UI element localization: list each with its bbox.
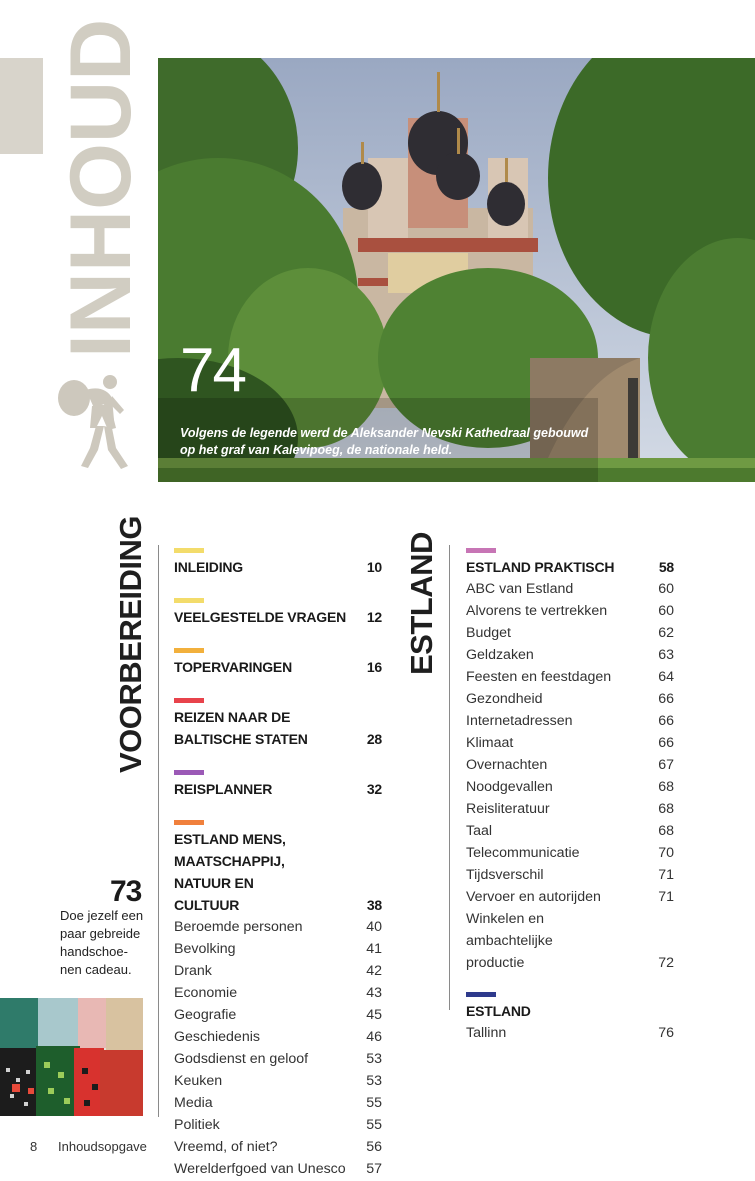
hero-page-number: 74 bbox=[180, 336, 245, 405]
toc-subentry-page: 76 bbox=[658, 1025, 674, 1041]
toc-estland bbox=[466, 544, 674, 1044]
toc-entry[interactable] bbox=[174, 828, 382, 916]
toc-subentry-label: Keuken bbox=[174, 1073, 223, 1089]
toc-subentry-label: Gezondheid bbox=[466, 691, 543, 707]
toc-subentry-label: Feesten en feestdagen bbox=[466, 669, 612, 685]
divider bbox=[158, 545, 159, 1117]
toc-entry-page: 16 bbox=[366, 659, 382, 675]
toc-subentry[interactable] bbox=[174, 1092, 382, 1114]
hero-photo bbox=[158, 58, 755, 482]
toc-subentry[interactable] bbox=[466, 864, 674, 886]
toc-subentry-page: 63 bbox=[658, 647, 674, 663]
toc-subentry-label: Alvorens te vertrekken bbox=[466, 603, 608, 619]
hiker-icon bbox=[52, 368, 142, 470]
toc-subentry-page: 68 bbox=[658, 801, 674, 817]
toc-subentry-label: Bevolking bbox=[174, 941, 236, 957]
toc-subentry[interactable] bbox=[466, 1022, 674, 1044]
running-title: Inhoudsopgave bbox=[58, 1139, 147, 1154]
toc-subentry[interactable] bbox=[174, 960, 382, 982]
toc-subentry-label: Media bbox=[174, 1095, 213, 1111]
toc-subentry-label: Vervoer en autorijden bbox=[466, 889, 601, 905]
toc-subentry-page: 71 bbox=[658, 867, 674, 883]
toc-subentry[interactable] bbox=[466, 754, 674, 776]
toc-subentry[interactable] bbox=[174, 938, 382, 960]
toc-subentry[interactable] bbox=[466, 710, 674, 732]
toc-subentry[interactable] bbox=[174, 1136, 382, 1158]
toc-subentry-page: 68 bbox=[658, 823, 674, 839]
toc-subentry-page: 41 bbox=[366, 941, 382, 957]
toc-subentry-label: Geografie bbox=[174, 1007, 237, 1023]
toc-subentry-page: 60 bbox=[658, 581, 674, 597]
toc-subentry-label: Beroemde personen bbox=[174, 919, 303, 935]
toc-subentry[interactable] bbox=[174, 1114, 382, 1136]
toc-subentry[interactable] bbox=[466, 600, 674, 622]
toc-entry[interactable] bbox=[174, 556, 382, 578]
toc-subentry-label: Politiek bbox=[174, 1117, 220, 1133]
toc-entry-label: VEELGESTELDE VRAGEN bbox=[174, 609, 347, 625]
toc-subentry-page: 62 bbox=[658, 625, 674, 641]
toc-subentry-label: Godsdienst en geloof bbox=[174, 1051, 309, 1067]
toc-entry-label: REISPLANNER bbox=[174, 781, 273, 797]
toc-subentry-page: 66 bbox=[658, 691, 674, 707]
toc-voorbereiding bbox=[174, 544, 382, 1180]
toc-subentry-page: 42 bbox=[366, 963, 382, 979]
mittens-photo bbox=[0, 998, 143, 1116]
toc-subentry-label: Reisliteratuur bbox=[466, 801, 550, 817]
toc-subentry[interactable] bbox=[174, 1004, 382, 1026]
toc-subentry[interactable] bbox=[466, 644, 674, 666]
toc-subentries bbox=[466, 1022, 674, 1044]
toc-entry-label: ESTLAND MENS, MAATSCHAPPIJ, NATUUR EN CULTUUR bbox=[174, 831, 286, 913]
toc-subentry-page: 66 bbox=[658, 735, 674, 751]
toc-entry[interactable] bbox=[174, 606, 382, 628]
toc-subentry-label: Tallinn bbox=[466, 1025, 507, 1041]
toc-subentry[interactable] bbox=[466, 776, 674, 798]
toc-entry-page: 28 bbox=[366, 731, 382, 747]
toc-subentry[interactable] bbox=[466, 908, 674, 974]
toc-subentry-label: Klimaat bbox=[466, 735, 514, 751]
toc-subentries bbox=[466, 578, 674, 974]
toc-entry-page: 12 bbox=[366, 609, 382, 625]
toc-entry-label: ESTLAND PRAKTISCH bbox=[466, 559, 615, 575]
toc-subentry[interactable] bbox=[174, 982, 382, 1004]
section-band bbox=[0, 58, 43, 154]
toc-entry-page: 58 bbox=[658, 559, 674, 575]
toc-subentry-label: Overnachten bbox=[466, 757, 548, 773]
toc-subentry-page: 55 bbox=[366, 1117, 382, 1133]
toc-subentry-page: 40 bbox=[366, 919, 382, 935]
toc-subentry[interactable] bbox=[174, 1048, 382, 1070]
voorbereiding-title: VOORBEREIDING bbox=[113, 515, 148, 773]
color-marker bbox=[174, 648, 204, 653]
toc-subentry-label: Werelderfgoed van Unesco bbox=[174, 1161, 346, 1177]
divider bbox=[449, 545, 450, 1010]
toc-subentry[interactable] bbox=[466, 666, 674, 688]
toc-subentry[interactable] bbox=[466, 798, 674, 820]
toc-entry[interactable] bbox=[466, 556, 674, 578]
toc-entry-page: 38 bbox=[366, 897, 382, 913]
toc-subentry[interactable] bbox=[466, 842, 674, 864]
toc-subentry-label: Budget bbox=[466, 625, 511, 641]
color-marker bbox=[174, 598, 204, 603]
color-marker bbox=[174, 820, 204, 825]
toc-subentry-label: Taal bbox=[466, 823, 493, 839]
toc-entry-label: TOPERVARINGEN bbox=[174, 659, 292, 675]
section-title: INHOUD bbox=[53, 18, 149, 358]
toc-subentry[interactable] bbox=[466, 622, 674, 644]
toc-subentry-page: 72 bbox=[658, 955, 674, 971]
toc-entry[interactable] bbox=[466, 1000, 674, 1022]
toc-entry[interactable] bbox=[174, 656, 382, 678]
color-marker bbox=[466, 992, 496, 997]
toc-entry[interactable] bbox=[174, 778, 382, 800]
page-number: 8 bbox=[30, 1139, 38, 1154]
toc-subentries bbox=[174, 916, 382, 1180]
sidebar-page-number: 73 bbox=[110, 875, 142, 908]
toc-subentry-page: 64 bbox=[658, 669, 674, 685]
toc-subentry-page: 66 bbox=[658, 713, 674, 729]
toc-subentry[interactable] bbox=[174, 1158, 382, 1180]
toc-subentry-label: Noodgevallen bbox=[466, 779, 553, 795]
toc-subentry-page: 43 bbox=[366, 985, 382, 1001]
toc-subentry-label: Winkelen en ambachtelijke productie bbox=[466, 911, 553, 971]
toc-subentry-label: Telecommunicatie bbox=[466, 845, 580, 861]
toc-subentry[interactable] bbox=[174, 916, 382, 938]
toc-entry-page: 10 bbox=[366, 559, 382, 575]
toc-subentry-label: ABC van Estland bbox=[466, 581, 574, 597]
toc-subentry-label: Geldzaken bbox=[466, 647, 534, 663]
estland-title: ESTLAND bbox=[404, 532, 439, 675]
page-footer bbox=[30, 1139, 147, 1154]
toc-subentry[interactable] bbox=[466, 578, 674, 600]
color-marker bbox=[174, 770, 204, 775]
toc-subentry-page: 71 bbox=[658, 889, 674, 905]
toc-subentry[interactable] bbox=[174, 1026, 382, 1048]
toc-subentry-label: Geschiedenis bbox=[174, 1029, 260, 1045]
toc-subentry-label: Vreemd, of niet? bbox=[174, 1139, 278, 1155]
toc-subentry-page: 53 bbox=[366, 1073, 382, 1089]
toc-subentry-label: Internetadressen bbox=[466, 713, 573, 729]
hero-caption: Volgens de legende werd de Aleksander Nevski Kathedraal gebouwd op het graf van Kalevipoeg, de nationale held. bbox=[180, 426, 589, 457]
toc-subentry-page: 46 bbox=[366, 1029, 382, 1045]
toc-entry-label: REIZEN NAAR DE BALTISCHE STATEN bbox=[174, 709, 308, 747]
toc-subentry[interactable] bbox=[466, 886, 674, 908]
color-marker bbox=[174, 698, 204, 703]
color-marker bbox=[466, 548, 496, 553]
toc-entry[interactable] bbox=[174, 706, 382, 750]
toc-subentry[interactable] bbox=[466, 820, 674, 842]
toc-subentry-label: Drank bbox=[174, 963, 212, 979]
toc-subentry-label: Economie bbox=[174, 985, 238, 1001]
toc-subentry-page: 68 bbox=[658, 779, 674, 795]
toc-subentry-label: Tijdsverschil bbox=[466, 867, 544, 883]
toc-subentry-page: 55 bbox=[366, 1095, 382, 1111]
toc-subentry[interactable] bbox=[466, 688, 674, 710]
toc-subentry-page: 45 bbox=[366, 1007, 382, 1023]
toc-entry-label: ESTLAND bbox=[466, 1003, 531, 1019]
toc-subentry-page: 57 bbox=[366, 1161, 382, 1177]
toc-subentry[interactable] bbox=[174, 1070, 382, 1092]
toc-subentry-page: 56 bbox=[366, 1139, 382, 1155]
sidebar-caption: Doe jezelf een paar gebreide handschoe-nen cadeau. bbox=[60, 908, 144, 977]
color-marker bbox=[174, 548, 204, 553]
toc-subentry-page: 67 bbox=[658, 757, 674, 773]
toc-subentry-page: 60 bbox=[658, 603, 674, 619]
toc-subentry-page: 70 bbox=[658, 845, 674, 861]
toc-subentry[interactable] bbox=[466, 732, 674, 754]
toc-subentry-page: 53 bbox=[366, 1051, 382, 1067]
toc-entry-page: 32 bbox=[366, 781, 382, 797]
toc-entry-label: INLEIDING bbox=[174, 559, 243, 575]
